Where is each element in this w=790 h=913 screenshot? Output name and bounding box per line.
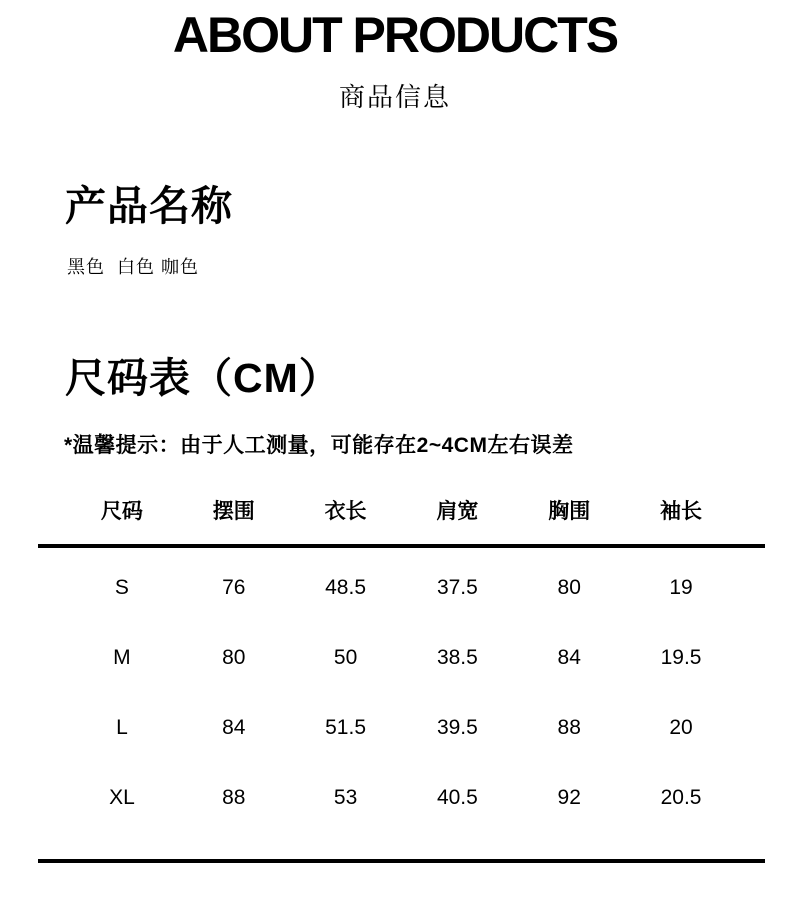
table-cell: 92 bbox=[557, 786, 581, 809]
table-cell: 20 bbox=[669, 716, 693, 739]
table-cell: L bbox=[116, 716, 128, 739]
table-cell: 39.5 bbox=[436, 716, 478, 739]
table-cell: 19.5 bbox=[660, 646, 702, 669]
measurement-note: *温馨提示：由于人工测量，可能存在2~4CM左右误差 bbox=[64, 434, 574, 457]
table-cell: 19 bbox=[669, 576, 693, 599]
table-cell: 20.5 bbox=[660, 786, 702, 809]
column-header: 衣长 bbox=[324, 499, 367, 523]
table-cell: 76 bbox=[222, 576, 246, 599]
size-table-header-row bbox=[38, 475, 765, 548]
column-header: 尺码 bbox=[100, 499, 143, 523]
page-title-english: ABOUT PRODUCTS bbox=[172, 7, 618, 63]
table-row bbox=[66, 763, 737, 833]
table-cell: 48.5 bbox=[325, 576, 366, 599]
table-cell: 84 bbox=[557, 646, 581, 669]
table-row bbox=[66, 553, 737, 623]
column-header: 肩宽 bbox=[436, 499, 479, 523]
table-cell: 38.5 bbox=[436, 646, 478, 669]
size-chart-heading: 尺码表（CM） bbox=[65, 355, 341, 401]
table-cell: 88 bbox=[222, 786, 246, 809]
column-header: 袖长 bbox=[660, 499, 703, 523]
table-cell: 80 bbox=[557, 576, 581, 599]
table-cell: S bbox=[114, 576, 129, 599]
table-cell: 40.5 bbox=[436, 786, 478, 809]
table-cell: 88 bbox=[557, 716, 581, 739]
table-cell: 51.5 bbox=[325, 716, 366, 739]
table-cell: XL bbox=[109, 786, 135, 809]
color-options-text: 黑色 白色 咖色 bbox=[67, 257, 200, 277]
table-cell: 80 bbox=[222, 646, 246, 669]
table-cell: 84 bbox=[222, 716, 246, 739]
product-name-heading: 产品名称 bbox=[65, 183, 233, 229]
size-table bbox=[38, 475, 765, 863]
table-cell: M bbox=[113, 646, 131, 669]
column-header: 摆围 bbox=[212, 499, 255, 523]
table-row bbox=[66, 693, 737, 763]
table-cell: 50 bbox=[333, 646, 358, 669]
table-cell: 37.5 bbox=[436, 576, 478, 599]
table-cell: 53 bbox=[333, 786, 358, 809]
page-title-chinese: 商品信息 bbox=[338, 81, 451, 112]
column-header: 胸围 bbox=[548, 499, 591, 523]
table-row bbox=[66, 623, 737, 693]
size-table-body bbox=[38, 548, 765, 863]
